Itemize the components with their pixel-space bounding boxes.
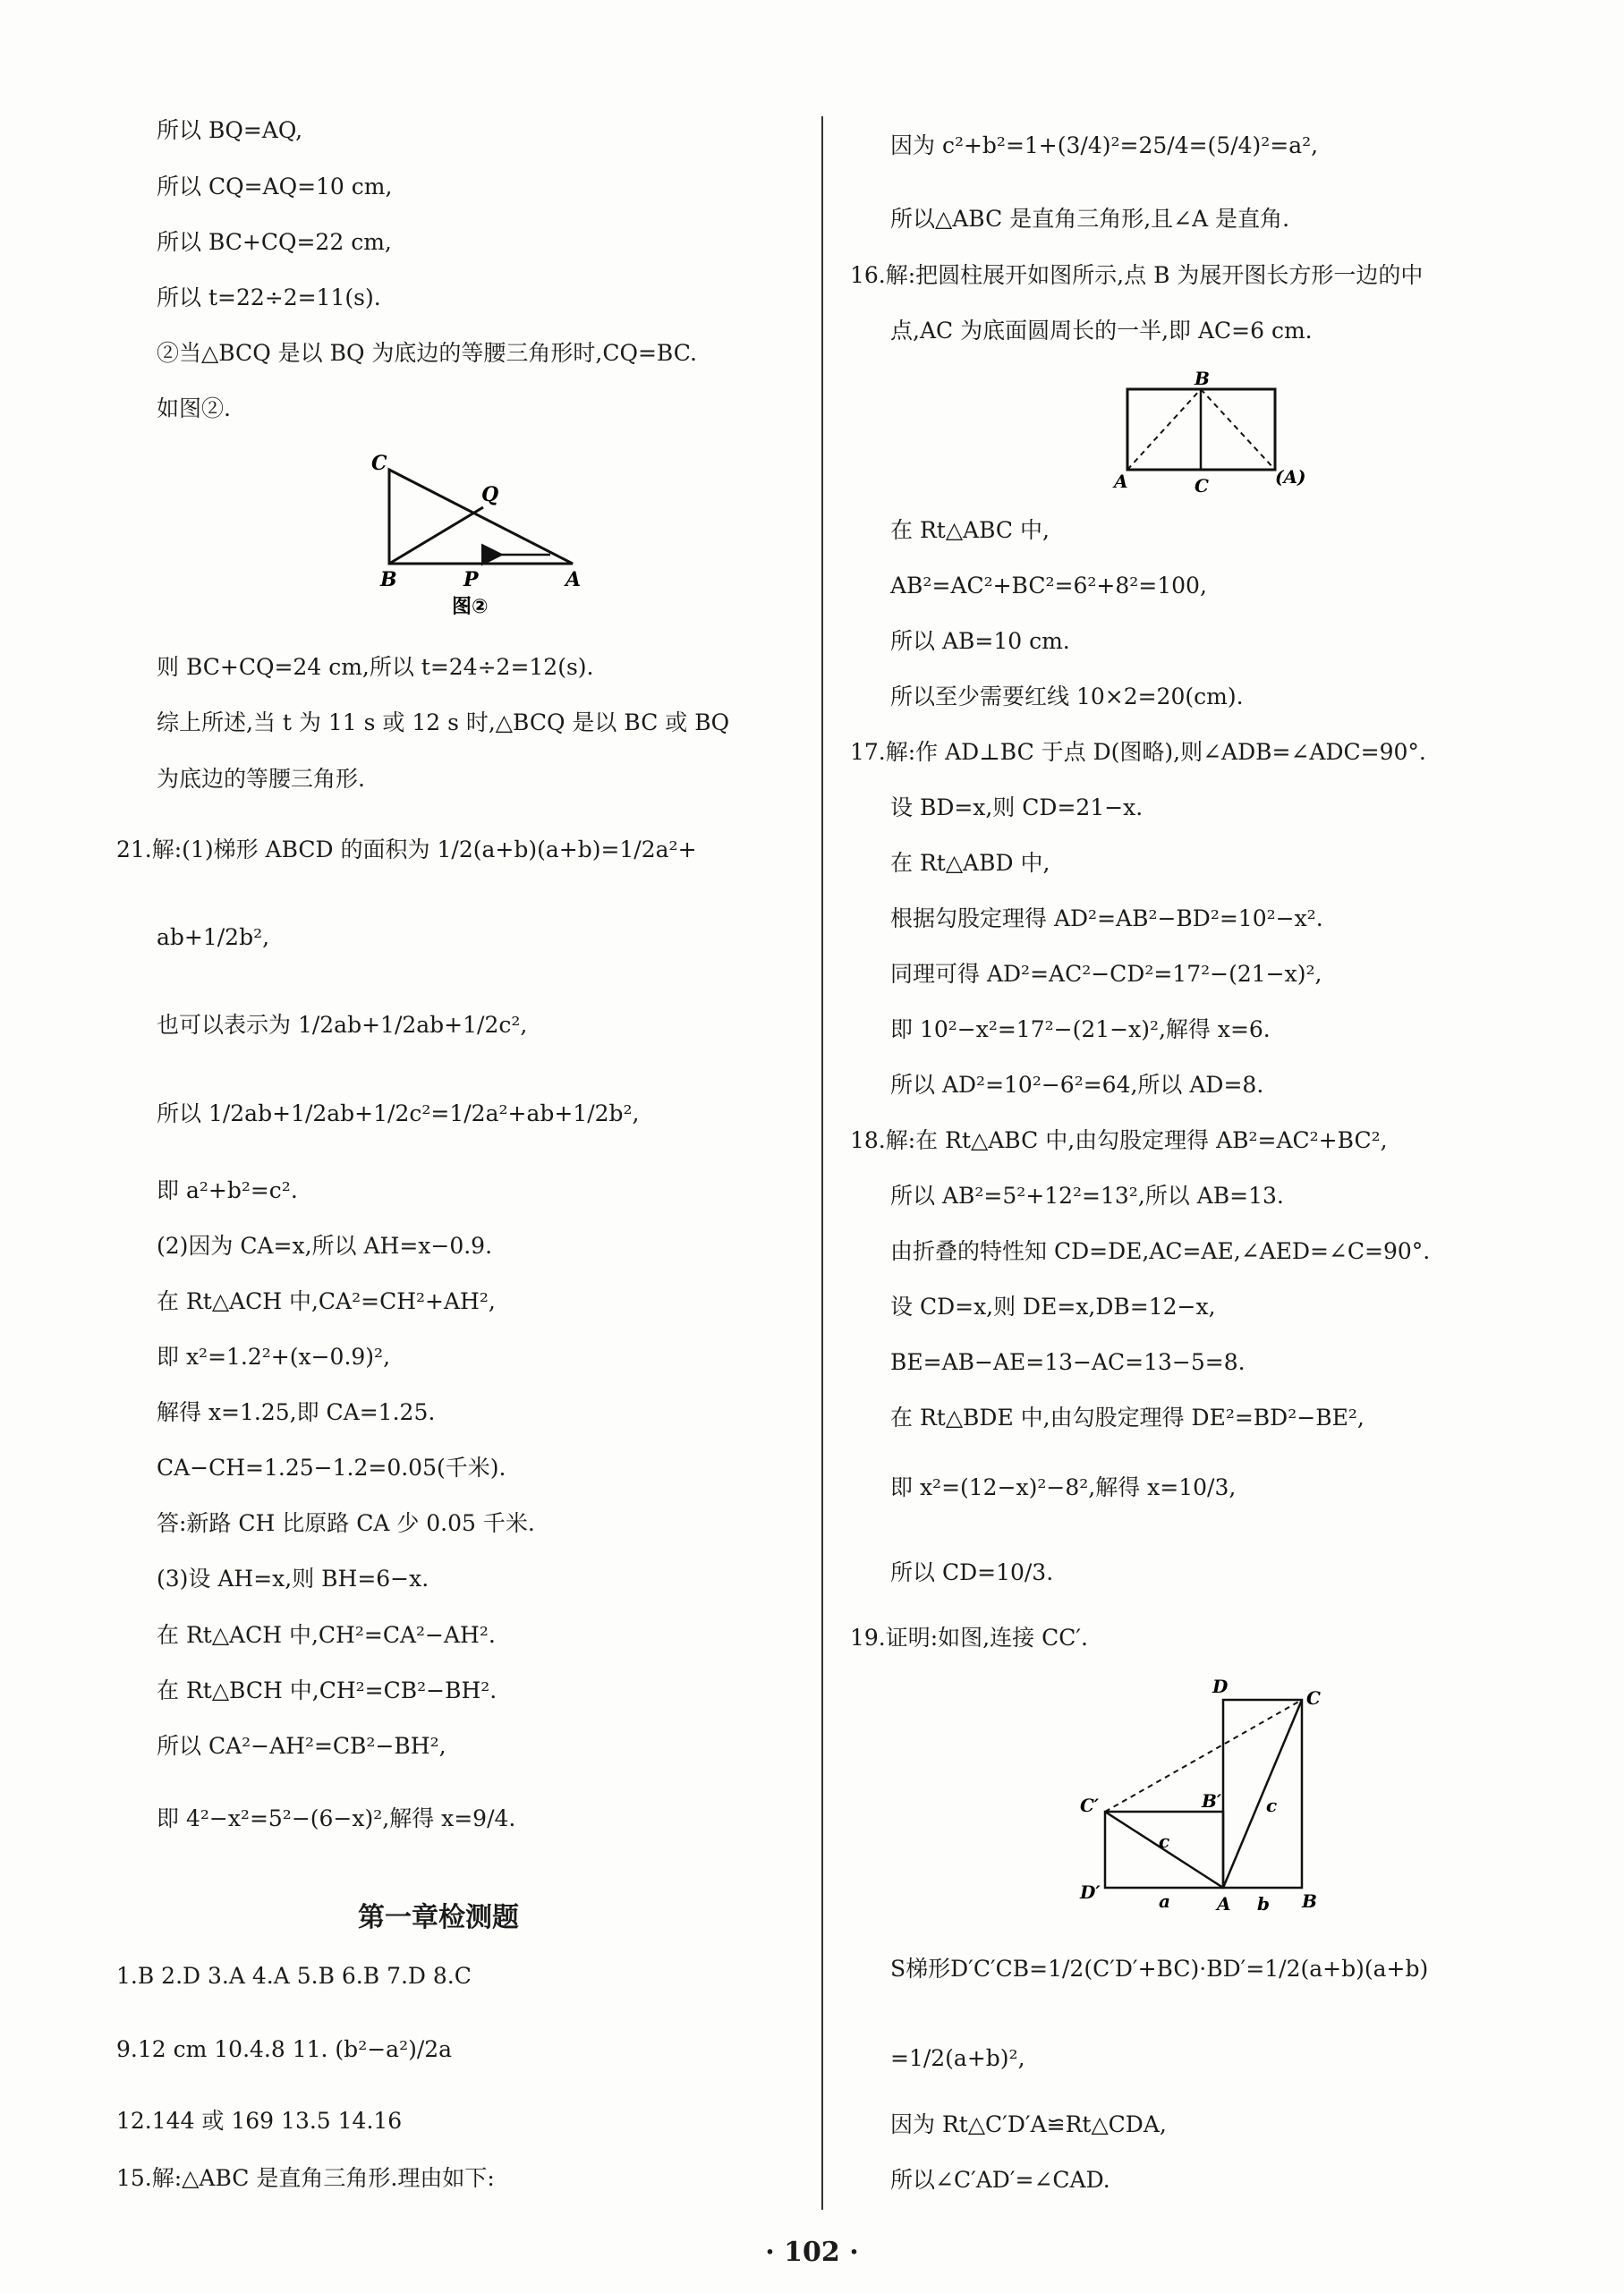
text-line: 所以 AB=10 cm. — [890, 628, 1070, 654]
label-C: C — [371, 452, 387, 475]
text-line: 在 Rt△BCH 中,CH²=CB²−BH². — [157, 1677, 497, 1703]
label-D: D — [1212, 1676, 1229, 1697]
label-B: B — [1195, 368, 1210, 389]
text-line: 设 CD=x,则 DE=x,DB=12−x, — [890, 1294, 1216, 1320]
text-line: 如图②. — [157, 395, 231, 421]
text-line: 所以 t=22÷2=11(s). — [157, 285, 381, 310]
text-line: 所以 CA²−AH²=CB²−BH², — [157, 1733, 446, 1759]
text-line: 因为 c²+b²=1+(3/4)²=25/4=(5/4)²=a², — [890, 132, 1319, 158]
label-C: C — [1195, 475, 1209, 497]
answer-line: 12.144 或 169 13.5 14.16 — [116, 2108, 403, 2134]
label-c-hyp-left: c — [1159, 1830, 1170, 1852]
text-line: 即 a²+b²=c². — [157, 1177, 298, 1203]
page-number: · 102 · — [765, 2237, 859, 2268]
text-line: 为底边的等腰三角形. — [157, 766, 365, 792]
column-divider — [821, 116, 823, 2210]
figure-2 — [358, 447, 599, 617]
text-line: (3)设 AH=x,则 BH=6−x. — [157, 1566, 429, 1592]
text-line: 所以△ABC 是直角三角形,且∠A 是直角. — [890, 206, 1290, 232]
label-B-prime: B′ — [1202, 1790, 1222, 1812]
label-C-prime: C′ — [1080, 1795, 1100, 1816]
figure-19 — [1033, 1664, 1373, 1915]
text-line: 即 x²=(12−x)²−8²,解得 x=10/3, — [890, 1474, 1237, 1500]
label-b: b — [1257, 1893, 1270, 1915]
answer-line: 1.B 2.D 3.A 4.A 5.B 6.B 7.D 8.C — [116, 1963, 472, 1989]
figure-2-caption: 图② — [452, 596, 489, 617]
label-B: B — [1302, 1890, 1317, 1912]
label-c-hyp-right: c — [1266, 1795, 1278, 1816]
text-line: 同理可得 AD²=AC²−CD²=17²−(21−x)², — [890, 961, 1322, 987]
text-line: 所以 AB²=5²+12²=13²,所以 AB=13. — [890, 1183, 1284, 1209]
text-line: 因为 Rt△C′D′A≌Rt△CDA, — [890, 2111, 1167, 2137]
chapter-title: 第一章检测题 — [358, 1902, 519, 1933]
text-line: 设 BD=x,则 CD=21−x. — [890, 794, 1144, 820]
text-line: BE=AB−AE=13−AC=13−5=8. — [890, 1349, 1246, 1375]
text-line: 18.解:在 Rt△ABC 中,由勾股定理得 AB²=AC²+BC², — [850, 1127, 1388, 1153]
text-line: 点,AC 为底面圆周长的一半,即 AC=6 cm. — [890, 318, 1313, 344]
text-line: 在 Rt△ABD 中, — [890, 850, 1050, 876]
label-Q: Q — [481, 483, 499, 506]
text-line: 21.解:(1)梯形 ABCD 的面积为 1/2(a+b)(a+b)=1/2a²+ — [116, 837, 697, 862]
label-A: A — [1217, 1893, 1231, 1915]
label-A: A — [1114, 471, 1128, 492]
text-line: ②当△BCQ 是以 BQ 为底边的等腰三角形时,CQ=BC. — [157, 340, 697, 366]
text-line: 解得 x=1.25,即 CA=1.25. — [157, 1399, 436, 1425]
text-line: ab+1/2b², — [157, 924, 270, 950]
text-line: 所以 AD²=10²−6²=64,所以 AD=8. — [890, 1072, 1264, 1098]
answer-line: 15.解:△ABC 是直角三角形.理由如下: — [116, 2165, 495, 2191]
text-line: 根据勾股定理得 AD²=AB²−BD²=10²−x². — [890, 905, 1323, 931]
text-line: 在 Rt△ABC 中, — [890, 517, 1050, 543]
text-line: 在 Rt△BDE 中,由勾股定理得 DE²=BD²−BE², — [890, 1405, 1365, 1431]
text-line: 所以 BC+CQ=22 cm, — [157, 229, 392, 255]
text-line: 由折叠的特性知 CD=DE,AC=AE,∠AED=∠C=90°. — [890, 1238, 1431, 1264]
text-line: CA−CH=1.25−1.2=0.05(千米). — [157, 1455, 506, 1481]
text-line: (2)因为 CA=x,所以 AH=x−0.9. — [157, 1233, 493, 1259]
text-line: 在 Rt△ACH 中,CH²=CA²−AH². — [157, 1622, 496, 1648]
label-C: C — [1306, 1687, 1321, 1709]
label-a: a — [1159, 1890, 1170, 1912]
text-line: 综上所述,当 t 为 11 s 或 12 s 时,△BCQ 是以 BC 或 BQ — [157, 709, 730, 735]
text-line: 所以 1/2ab+1/2ab+1/2c²=1/2a²+ab+1/2b², — [157, 1100, 640, 1126]
label-A: A — [565, 568, 582, 591]
text-line: 即 4²−x²=5²−(6−x)²,解得 x=9/4. — [157, 1805, 516, 1831]
label-B: B — [380, 568, 397, 591]
label-P: P — [463, 568, 479, 591]
text-line: 17.解:作 AD⊥BC 于点 D(图略),则∠ADB=∠ADC=90°. — [850, 739, 1426, 765]
answer-line: 9.12 cm 10.4.8 11. (b²−a²)/2a — [116, 2036, 453, 2062]
figure-16 — [1096, 362, 1311, 497]
text-line: 所以 CD=10/3. — [890, 1559, 1054, 1585]
text-line: 在 Rt△ACH 中,CA²=CH²+AH², — [157, 1288, 496, 1314]
text-line: AB²=AC²+BC²=6²+8²=100, — [890, 573, 1207, 599]
text-line: 则 BC+CQ=24 cm,所以 t=24÷2=12(s). — [157, 654, 594, 680]
text-line: 所以至少需要红线 10×2=20(cm). — [890, 684, 1244, 709]
label-A-paren: (A) — [1275, 466, 1306, 488]
text-line: 所以 CQ=AQ=10 cm, — [157, 174, 393, 200]
text-line: 16.解:把圆柱展开如图所示,点 B 为展开图长方形一边的中 — [850, 262, 1424, 288]
text-line: 19.证明:如图,连接 CC′. — [850, 1625, 1088, 1651]
text-line: 即 10²−x²=17²−(21−x)²,解得 x=6. — [890, 1016, 1271, 1042]
text-line: =1/2(a+b)², — [890, 2045, 1025, 2071]
label-D-prime: D′ — [1080, 1881, 1101, 1903]
text-line: 所以 BQ=AQ, — [157, 117, 303, 143]
text-line: 也可以表示为 1/2ab+1/2ab+1/2c², — [157, 1012, 528, 1038]
text-line: 即 x²=1.2²+(x−0.9)², — [157, 1344, 391, 1370]
text-line: 答:新路 CH 比原路 CA 少 0.05 千米. — [157, 1510, 535, 1536]
text-line: S梯形D′C′CB=1/2(C′D′+BC)·BD′=1/2(a+b)(a+b) — [890, 1956, 1429, 1982]
text-line: 所以∠C′AD′=∠CAD. — [890, 2167, 1110, 2193]
